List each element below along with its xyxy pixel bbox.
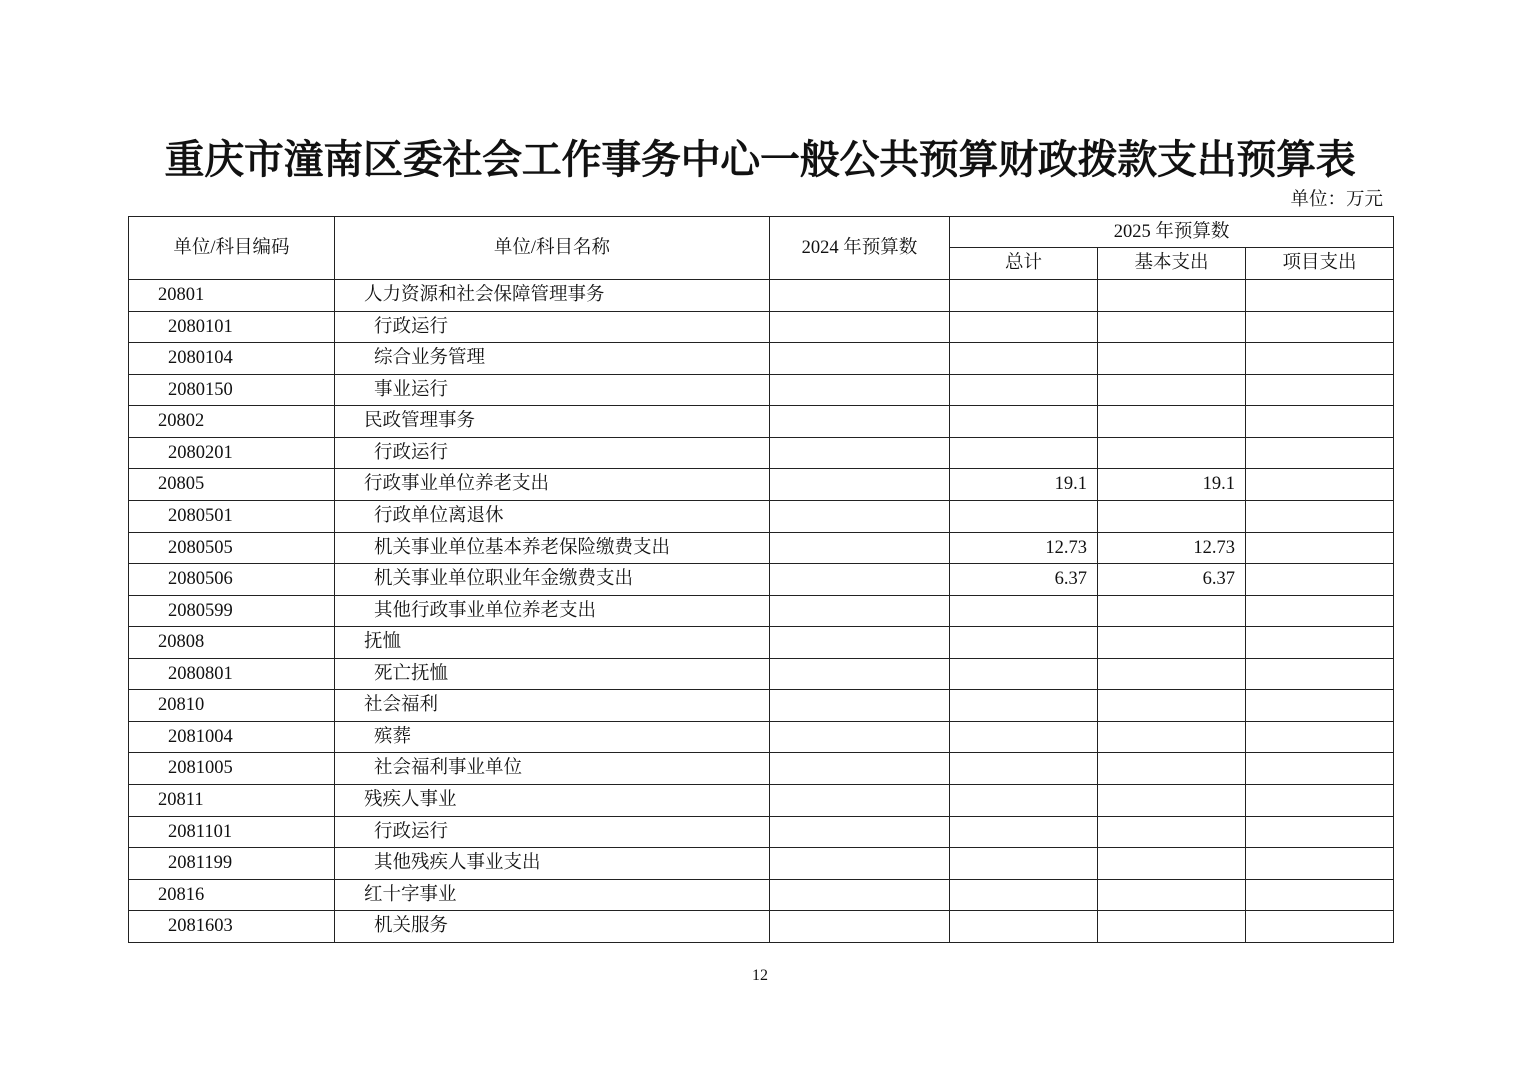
total-cell bbox=[950, 406, 1098, 438]
table-row bbox=[129, 627, 1394, 659]
table-row bbox=[129, 595, 1394, 627]
basic-expense-cell bbox=[1098, 785, 1246, 817]
prev-budget-cell bbox=[770, 753, 950, 785]
prev-budget-cell bbox=[770, 343, 950, 375]
name-cell: 殡葬 bbox=[335, 721, 770, 753]
total-cell bbox=[950, 343, 1098, 375]
table-header bbox=[129, 217, 1394, 280]
project-expense-cell bbox=[1246, 785, 1394, 817]
total-cell bbox=[950, 911, 1098, 943]
table-row bbox=[129, 343, 1394, 375]
basic-expense-cell: 6.37 bbox=[1098, 564, 1246, 596]
basic-expense-cell: 12.73 bbox=[1098, 532, 1246, 564]
project-expense-cell bbox=[1246, 343, 1394, 375]
total-cell bbox=[950, 690, 1098, 722]
header-total: 总计 bbox=[950, 248, 1098, 280]
code-cell: 2080801 bbox=[129, 658, 335, 690]
project-expense-cell bbox=[1246, 564, 1394, 596]
project-expense-cell bbox=[1246, 406, 1394, 438]
table-row bbox=[129, 879, 1394, 911]
prev-budget-cell bbox=[770, 658, 950, 690]
name-cell: 行政运行 bbox=[335, 816, 770, 848]
name-cell: 行政事业单位养老支出 bbox=[335, 469, 770, 501]
prev-budget-cell bbox=[770, 721, 950, 753]
name-cell: 红十字事业 bbox=[335, 879, 770, 911]
code-cell: 20810 bbox=[129, 690, 335, 722]
prev-budget-cell bbox=[770, 627, 950, 659]
basic-expense-cell bbox=[1098, 848, 1246, 880]
basic-expense-cell bbox=[1098, 406, 1246, 438]
total-cell bbox=[950, 816, 1098, 848]
project-expense-cell bbox=[1246, 374, 1394, 406]
table-row bbox=[129, 721, 1394, 753]
project-expense-cell bbox=[1246, 879, 1394, 911]
name-cell: 死亡抚恤 bbox=[335, 658, 770, 690]
prev-budget-cell bbox=[770, 532, 950, 564]
prev-budget-cell bbox=[770, 690, 950, 722]
total-cell bbox=[950, 785, 1098, 817]
total-cell bbox=[950, 311, 1098, 343]
total-cell bbox=[950, 595, 1098, 627]
project-expense-cell bbox=[1246, 658, 1394, 690]
header-basic-expense: 基本支出 bbox=[1098, 248, 1246, 280]
code-cell: 2080599 bbox=[129, 595, 335, 627]
table-row bbox=[129, 690, 1394, 722]
code-cell: 20811 bbox=[129, 785, 335, 817]
basic-expense-cell bbox=[1098, 911, 1246, 943]
table-row bbox=[129, 753, 1394, 785]
total-cell bbox=[950, 280, 1098, 312]
table-row bbox=[129, 848, 1394, 880]
table-row bbox=[129, 437, 1394, 469]
header-project-expense: 项目支出 bbox=[1246, 248, 1394, 280]
code-cell: 2081005 bbox=[129, 753, 335, 785]
code-cell: 2080150 bbox=[129, 374, 335, 406]
prev-budget-cell bbox=[770, 879, 950, 911]
name-cell: 行政运行 bbox=[335, 437, 770, 469]
code-cell: 2081603 bbox=[129, 911, 335, 943]
project-expense-cell bbox=[1246, 816, 1394, 848]
total-cell: 12.73 bbox=[950, 532, 1098, 564]
project-expense-cell bbox=[1246, 627, 1394, 659]
basic-expense-cell bbox=[1098, 816, 1246, 848]
table-row bbox=[129, 816, 1394, 848]
project-expense-cell bbox=[1246, 721, 1394, 753]
prev-budget-cell bbox=[770, 374, 950, 406]
prev-budget-cell bbox=[770, 311, 950, 343]
page-title: 重庆市潼南区委社会工作事务中心一般公共预算财政拨款支出预算表 bbox=[164, 136, 1356, 183]
prev-budget-cell bbox=[770, 280, 950, 312]
code-cell: 2081101 bbox=[129, 816, 335, 848]
total-cell bbox=[950, 437, 1098, 469]
code-cell: 2080505 bbox=[129, 532, 335, 564]
basic-expense-cell bbox=[1098, 627, 1246, 659]
name-cell: 社会福利事业单位 bbox=[335, 753, 770, 785]
basic-expense-cell bbox=[1098, 879, 1246, 911]
project-expense-cell bbox=[1246, 848, 1394, 880]
table-row bbox=[129, 564, 1394, 596]
prev-budget-cell bbox=[770, 406, 950, 438]
name-cell: 抚恤 bbox=[335, 627, 770, 659]
prev-budget-cell bbox=[770, 437, 950, 469]
prev-budget-cell bbox=[770, 911, 950, 943]
table-row bbox=[129, 532, 1394, 564]
table-body bbox=[129, 280, 1394, 943]
name-cell: 行政运行 bbox=[335, 311, 770, 343]
basic-expense-cell bbox=[1098, 753, 1246, 785]
prev-budget-cell bbox=[770, 785, 950, 817]
code-cell: 2080501 bbox=[129, 500, 335, 532]
code-cell: 2081199 bbox=[129, 848, 335, 880]
header-name: 单位/科目名称 bbox=[335, 217, 770, 280]
prev-budget-cell bbox=[770, 816, 950, 848]
basic-expense-cell bbox=[1098, 595, 1246, 627]
name-cell: 人力资源和社会保障管理事务 bbox=[335, 280, 770, 312]
page-number: 12 bbox=[752, 967, 768, 984]
name-cell: 行政单位离退休 bbox=[335, 500, 770, 532]
name-cell: 社会福利 bbox=[335, 690, 770, 722]
basic-expense-cell bbox=[1098, 374, 1246, 406]
project-expense-cell bbox=[1246, 280, 1394, 312]
budget-table bbox=[128, 216, 1394, 943]
prev-budget-cell bbox=[770, 500, 950, 532]
prev-budget-cell bbox=[770, 848, 950, 880]
header-prev-budget: 2024 年预算数 bbox=[770, 217, 950, 280]
basic-expense-cell bbox=[1098, 690, 1246, 722]
project-expense-cell bbox=[1246, 437, 1394, 469]
name-cell: 机关事业单位基本养老保险缴费支出 bbox=[335, 532, 770, 564]
prev-budget-cell bbox=[770, 564, 950, 596]
total-cell bbox=[950, 500, 1098, 532]
name-cell: 机关事业单位职业年金缴费支出 bbox=[335, 564, 770, 596]
name-cell: 残疾人事业 bbox=[335, 785, 770, 817]
code-cell: 20805 bbox=[129, 469, 335, 501]
table-row bbox=[129, 911, 1394, 943]
header-code: 单位/科目编码 bbox=[129, 217, 335, 280]
table-row bbox=[129, 500, 1394, 532]
table-row bbox=[129, 311, 1394, 343]
project-expense-cell bbox=[1246, 311, 1394, 343]
name-cell: 综合业务管理 bbox=[335, 343, 770, 375]
table-row bbox=[129, 406, 1394, 438]
table-row bbox=[129, 469, 1394, 501]
code-cell: 2080201 bbox=[129, 437, 335, 469]
total-cell bbox=[950, 879, 1098, 911]
project-expense-cell bbox=[1246, 753, 1394, 785]
total-cell bbox=[950, 753, 1098, 785]
total-cell: 19.1 bbox=[950, 469, 1098, 501]
prev-budget-cell bbox=[770, 469, 950, 501]
name-cell: 机关服务 bbox=[335, 911, 770, 943]
table-row bbox=[129, 785, 1394, 817]
project-expense-cell bbox=[1246, 500, 1394, 532]
code-cell: 20816 bbox=[129, 879, 335, 911]
basic-expense-cell bbox=[1098, 658, 1246, 690]
basic-expense-cell bbox=[1098, 311, 1246, 343]
basic-expense-cell bbox=[1098, 280, 1246, 312]
basic-expense-cell bbox=[1098, 500, 1246, 532]
project-expense-cell bbox=[1246, 595, 1394, 627]
total-cell bbox=[950, 848, 1098, 880]
project-expense-cell bbox=[1246, 690, 1394, 722]
table-row bbox=[129, 280, 1394, 312]
name-cell: 其他行政事业单位养老支出 bbox=[335, 595, 770, 627]
code-cell: 2080101 bbox=[129, 311, 335, 343]
code-cell: 20808 bbox=[129, 627, 335, 659]
prev-budget-cell bbox=[770, 595, 950, 627]
header-current-budget: 2025 年预算数 bbox=[950, 217, 1394, 248]
total-cell: 6.37 bbox=[950, 564, 1098, 596]
unit-label: 单位：万元 bbox=[1290, 190, 1383, 210]
total-cell bbox=[950, 627, 1098, 659]
basic-expense-cell bbox=[1098, 721, 1246, 753]
table-row bbox=[129, 374, 1394, 406]
name-cell: 民政管理事务 bbox=[335, 406, 770, 438]
project-expense-cell bbox=[1246, 469, 1394, 501]
project-expense-cell bbox=[1246, 532, 1394, 564]
total-cell bbox=[950, 374, 1098, 406]
code-cell: 20801 bbox=[129, 280, 335, 312]
basic-expense-cell bbox=[1098, 343, 1246, 375]
project-expense-cell bbox=[1246, 911, 1394, 943]
total-cell bbox=[950, 658, 1098, 690]
name-cell: 事业运行 bbox=[335, 374, 770, 406]
total-cell bbox=[950, 721, 1098, 753]
name-cell: 其他残疾人事业支出 bbox=[335, 848, 770, 880]
code-cell: 20802 bbox=[129, 406, 335, 438]
table-row bbox=[129, 658, 1394, 690]
code-cell: 2080104 bbox=[129, 343, 335, 375]
basic-expense-cell bbox=[1098, 437, 1246, 469]
code-cell: 2081004 bbox=[129, 721, 335, 753]
basic-expense-cell: 19.1 bbox=[1098, 469, 1246, 501]
code-cell: 2080506 bbox=[129, 564, 335, 596]
header-row bbox=[129, 217, 1394, 248]
